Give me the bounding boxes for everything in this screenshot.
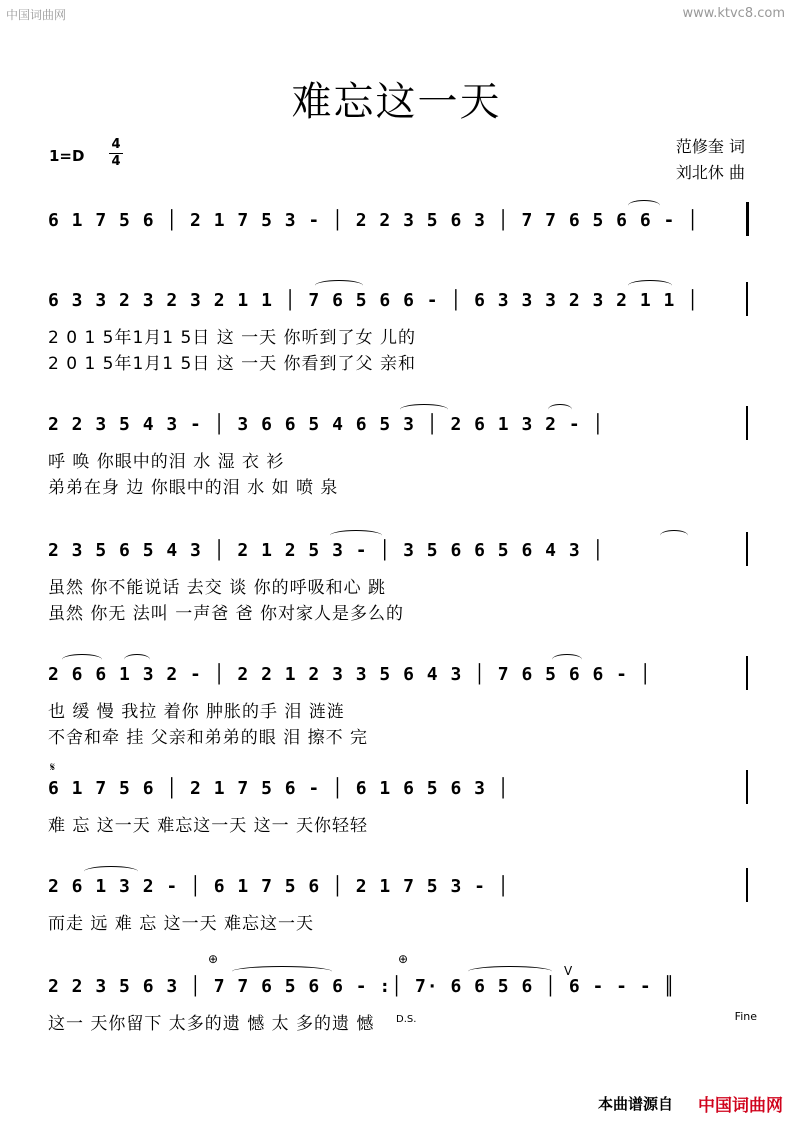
da-segno-mark: D.S. <box>396 1014 417 1025</box>
music-line: 2 6 1 3 2 - │ 6 1 7 5 6 │ 2 1 7 5 3 - │ <box>48 876 510 897</box>
footer-source: 本曲谱源自 <box>597 1095 673 1113</box>
lyric-verse-1: 虽然 你不能说话 去交 谈 你的呼吸和心 跳 <box>48 578 387 598</box>
lyric-verse-2: 弟弟在身 边 你眼中的泪 水 如 喷 泉 <box>48 478 339 498</box>
slur <box>400 404 448 415</box>
slur <box>548 404 572 415</box>
barline <box>746 282 748 316</box>
barline <box>746 406 748 440</box>
watermark-left: 中国词曲网 <box>6 8 67 22</box>
lyric-verse-2: 虽然 你无 法叫 一声爸 爸 你对家人是多么的 <box>48 604 405 624</box>
music-line: 2 2 3 5 6 3 │ 7 7 6 5 6 6 - :│ 7· 6 6 5 6 │ 6 - - - ║ <box>48 976 676 997</box>
slur <box>468 966 552 977</box>
time-signature-bottom: 4 <box>111 154 121 169</box>
barline <box>746 202 749 236</box>
composer-credit: 刘北休 曲 <box>675 163 745 182</box>
lyric-verse-1: 2 0 1 5年1月1 5日 这 一天 你听到了女 儿的 <box>48 328 416 348</box>
footer-logo[interactable]: 中国词曲网 <box>698 1096 783 1116</box>
lyric-verse-2: 2 0 1 5年1月1 5日 这 一天 你看到了父 亲和 <box>48 354 416 374</box>
music-line: 2 3 5 6 5 4 3 │ 2 1 2 5 3 - │ 3 5 6 6 5 6 4 3 │ <box>48 540 605 561</box>
lyric-verse-1: 难 忘 这一天 难忘这一天 这一 天你轻轻 <box>48 816 369 836</box>
barline <box>746 656 748 690</box>
music-line: 6 1 7 5 6 │ 2 1 7 5 3 - │ 2 2 3 5 6 3 │ 7 7 6 5 6 6 - │ <box>48 210 700 231</box>
page-title: 难忘这一天 <box>291 79 502 125</box>
music-line: 2 6 6 1 3 2 - │ 2 2 1 2 3 3 5 6 4 3 │ 7 6 5 6 6 - │ <box>48 664 652 685</box>
slur <box>315 280 363 291</box>
music-line: 2 2 3 5 4 3 - │ 3 6 6 5 4 6 5 3 │ 2 6 1 3 2 - │ <box>48 414 605 435</box>
watermark-right: www.ktvc8.com <box>682 6 785 21</box>
coda-icon: ⊕ <box>398 952 409 966</box>
slur <box>660 530 688 541</box>
barline <box>746 532 748 566</box>
music-line: 6 1 7 5 6 │ 2 1 7 5 6 - │ 6 1 6 5 6 3 │ <box>48 778 510 799</box>
lyricist-credit: 范修奎 词 <box>675 137 745 156</box>
slur <box>124 654 150 665</box>
slur <box>62 654 102 665</box>
time-signature <box>107 137 125 170</box>
slur <box>628 200 660 211</box>
slur <box>232 966 332 977</box>
lyric-verse-2: 不舍和牵 挂 父亲和弟弟的眼 泪 擦不 完 <box>48 728 369 748</box>
lyric-verse-1: 而走 远 难 忘 这一天 难忘这一天 <box>48 914 315 934</box>
barline <box>746 868 748 902</box>
slur <box>628 280 672 291</box>
slur <box>84 866 138 877</box>
lyric-verse-1: 也 缓 慢 我拉 着你 肿胀的手 泪 涟涟 <box>48 702 345 722</box>
barline <box>746 770 748 804</box>
breath-mark: V <box>564 964 573 978</box>
lyric-verse-1: 呼 唤 你眼中的泪 水 湿 衣 衫 <box>48 452 285 472</box>
fine-mark: Fine <box>734 1010 757 1023</box>
segno-icon: 𝄋 <box>50 760 56 774</box>
lyric-verse-1: 这一 天你留下 太多的遗 憾 太 多的遗 憾 <box>48 1014 375 1034</box>
slur <box>330 530 382 541</box>
time-signature-top: 4 <box>111 137 121 152</box>
music-line: 6 3 3 2 3 2 3 2 1 1 │ 7 6 5 6 6 - │ 6 3 3 3 2 3 2 1 1 │ <box>48 290 700 311</box>
slur <box>552 654 582 665</box>
coda-icon: ⊕ <box>208 952 219 966</box>
key-signature: 1=D <box>49 147 85 165</box>
